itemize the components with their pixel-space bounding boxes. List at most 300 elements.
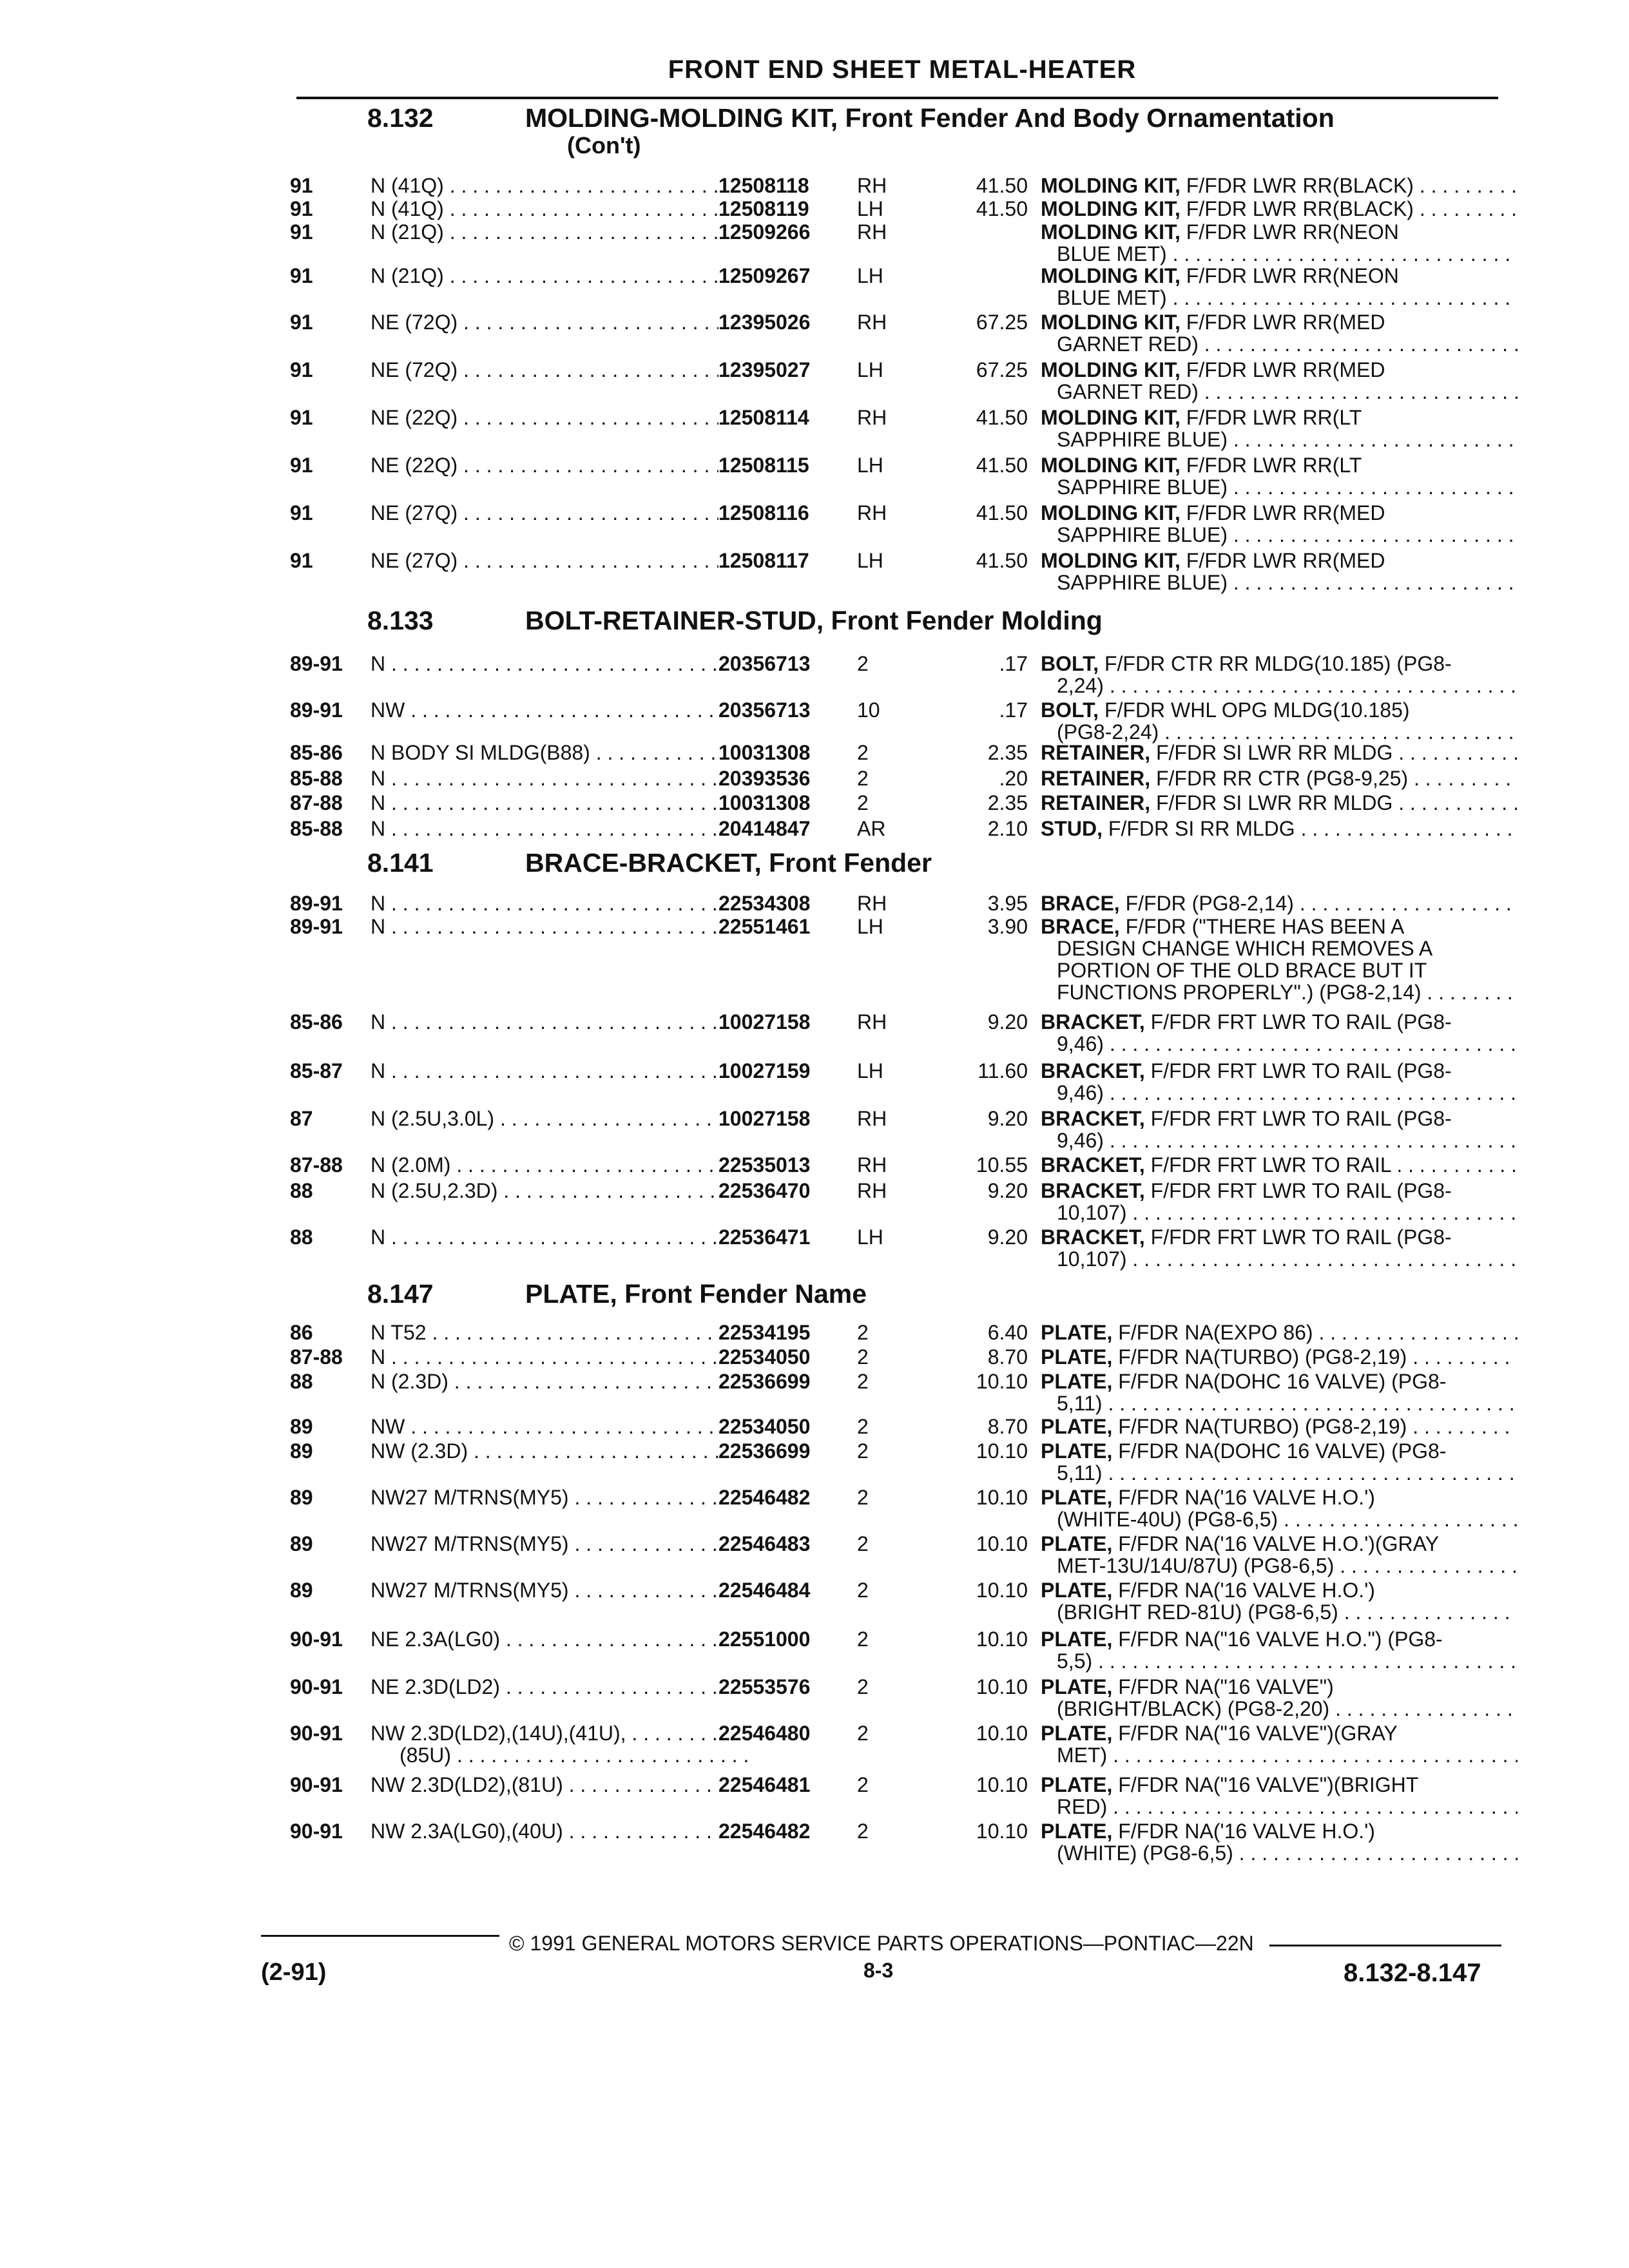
part-name-continuation: SAPPHIRE BLUE) . . .	[1057, 476, 1518, 499]
part-name	[1041, 264, 1518, 288]
part-name-detail: F/FDR NA('16 VALVE H.O.')	[1112, 1486, 1375, 1509]
model-years: 89	[290, 1415, 313, 1438]
part-name-detail: F/FDR NA(EXPO 86)	[1112, 1321, 1313, 1344]
part-number: 22546481	[718, 1773, 811, 1796]
part-name-keyword: MOLDING KIT,	[1041, 501, 1181, 524]
model-years: 85-88	[290, 767, 343, 790]
list-price: 10.10	[976, 1370, 1028, 1393]
section-header	[0, 606, 1629, 644]
model-years: 85-86	[290, 741, 343, 764]
part-number: 22546484	[718, 1579, 811, 1602]
quantity: 2	[857, 1415, 869, 1438]
part-name-detail: F/FDR LWR RR(MED	[1180, 358, 1385, 381]
part-name	[1041, 1059, 1518, 1083]
model-years: 91	[290, 264, 313, 287]
usage-description: NE (27Q) . . .	[371, 501, 718, 525]
list-price: 6.40	[987, 1321, 1028, 1344]
part-name-keyword: PLATE,	[1041, 1439, 1113, 1463]
usage-description: N . . .	[371, 767, 718, 791]
part-name-detail: F/FDR FRT LWR TO RAIL (PG8-	[1144, 1225, 1452, 1249]
model-years: 91	[290, 454, 313, 477]
part-name-detail: F/FDR LWR RR(MED	[1180, 501, 1385, 524]
part-name-detail: F/FDR SI RR MLDG	[1103, 817, 1295, 840]
part-name-keyword: BRACKET,	[1041, 1153, 1145, 1177]
model-years: 90-91	[290, 1820, 343, 1843]
part-number: 22553576	[718, 1675, 811, 1698]
part-name-continuation: GARNET RED) . . .	[1057, 380, 1518, 404]
model-years: 87-88	[290, 791, 343, 814]
part-name-detail: F/FDR ("THERE HAS BEEN A	[1119, 915, 1405, 938]
list-price: 10.10	[976, 1486, 1028, 1509]
part-number: 10027158	[718, 1107, 811, 1130]
model-years: 87	[290, 1107, 313, 1130]
part-name	[1041, 220, 1518, 244]
part-number: 22546482	[718, 1486, 811, 1509]
part-number: 22534195	[718, 1321, 811, 1344]
part-number: 20356713	[718, 652, 811, 675]
quantity: 10	[857, 698, 880, 722]
list-price: 10.10	[976, 1820, 1028, 1843]
part-name-keyword: BRACKET,	[1041, 1010, 1145, 1033]
part-name-continuation: (WHITE) (PG8-6,5) . . .	[1057, 1841, 1518, 1865]
part-name-detail: F/FDR CTR RR MLDG(10.185) (PG8-	[1099, 652, 1452, 675]
part-name	[1041, 1675, 1518, 1699]
usage-description: NE 2.3A(LG0) . . .	[371, 1628, 718, 1651]
part-name-continuation: 5,11) . . .	[1057, 1392, 1518, 1416]
part-name-continuation: MET) . . .	[1057, 1744, 1518, 1767]
part-name-keyword: PLATE,	[1041, 1532, 1113, 1555]
part-name-keyword: BRACKET,	[1041, 1225, 1145, 1249]
part-number: 20393536	[718, 767, 811, 790]
model-years: 90-91	[290, 1628, 343, 1651]
section-header	[0, 848, 1629, 887]
part-name-detail: F/FDR NA("16 VALVE")	[1112, 1675, 1334, 1698]
quantity: 2	[857, 1722, 869, 1745]
usage-description: N (2.3D) . . .	[371, 1370, 718, 1394]
part-name-keyword: MOLDING KIT,	[1041, 197, 1181, 220]
section-title: BOLT-RETAINER-STUD, Front Fender Molding	[525, 606, 1103, 635]
part-name-continuation: BLUE MET) . . .	[1057, 242, 1518, 266]
part-name-continuation: (WHITE-40U) (PG8-6,5) . . .	[1057, 1508, 1518, 1532]
usage-description: NE (27Q) . . .	[371, 549, 718, 573]
model-years: 91	[290, 220, 313, 244]
footer-rule-right	[1269, 1945, 1501, 1946]
part-name-keyword: PLATE,	[1041, 1415, 1113, 1438]
part-name-detail: F/FDR NA("16 VALVE")(GRAY	[1112, 1722, 1398, 1745]
part-number: 12508114	[718, 406, 809, 429]
part-name	[1041, 454, 1518, 477]
part-name	[1041, 698, 1518, 722]
part-name-detail: F/FDR NA("16 VALVE H.O.") (PG8-	[1112, 1628, 1443, 1651]
part-name	[1041, 1773, 1518, 1797]
part-number: 12508116	[718, 501, 809, 524]
part-name	[1041, 1370, 1518, 1394]
part-name-detail: F/FDR (PG8-2,14)	[1119, 892, 1294, 915]
part-name-continuation: 9,46) . . .	[1057, 1129, 1518, 1153]
usage-description: NW (2.3D) . . .	[371, 1439, 718, 1463]
part-name-keyword: PLATE,	[1041, 1579, 1113, 1602]
part-name	[1041, 358, 1518, 382]
part-name-detail: F/FDR NA('16 VALVE H.O.')	[1112, 1820, 1375, 1843]
part-name	[1041, 501, 1518, 525]
part-name-keyword: BRACKET,	[1041, 1179, 1145, 1202]
quantity: 2	[857, 1532, 869, 1555]
model-years: 89-91	[290, 698, 343, 722]
section-title: PLATE, Front Fender Name	[525, 1279, 867, 1309]
list-price: 9.20	[987, 1010, 1028, 1033]
model-years: 91	[290, 197, 313, 220]
usage-description: N . . .	[371, 1059, 718, 1083]
part-name	[1041, 1439, 1518, 1463]
part-name-detail: F/FDR SI LWR RR MLDG	[1150, 741, 1393, 764]
quantity: LH	[857, 358, 883, 381]
model-years: 88	[290, 1370, 313, 1393]
part-name-detail: F/FDR LWR RR(BLACK)	[1180, 197, 1414, 220]
quantity: RH	[857, 1010, 887, 1033]
part-name	[1041, 1722, 1518, 1745]
part-number: 22551461	[718, 915, 811, 938]
list-price: 2.10	[987, 817, 1028, 840]
part-name-keyword: BOLT,	[1041, 652, 1099, 675]
part-name-detail: F/FDR NA(TURBO) (PG8-2,19)	[1112, 1345, 1407, 1369]
list-price: 9.20	[987, 1225, 1028, 1249]
quantity: 2	[857, 1486, 869, 1509]
part-name	[1041, 915, 1518, 939]
part-name-keyword: PLATE,	[1041, 1628, 1113, 1651]
quantity: LH	[857, 197, 883, 220]
part-name-continuation: 10,107) . . .	[1057, 1201, 1518, 1225]
part-name-continuation: SAPPHIRE BLUE) . . .	[1057, 523, 1518, 547]
list-price: 9.20	[987, 1179, 1028, 1202]
part-name-keyword: RETAINER,	[1041, 767, 1151, 790]
part-number: 22536699	[718, 1370, 811, 1393]
part-name-keyword: PLATE,	[1041, 1370, 1113, 1393]
quantity: LH	[857, 1059, 883, 1082]
list-price: 10.10	[976, 1722, 1028, 1745]
part-name	[1041, 1107, 1518, 1131]
part-name-keyword: BRACKET,	[1041, 1059, 1145, 1082]
usage-description: N (41Q) . . .	[371, 174, 718, 198]
part-name-keyword: PLATE,	[1041, 1773, 1113, 1796]
part-name-detail: F/FDR NA("16 VALVE")(BRIGHT	[1112, 1773, 1419, 1796]
model-years: 85-88	[290, 817, 343, 840]
part-name-keyword: BRACKET,	[1041, 1107, 1145, 1130]
part-name-keyword: MOLDING KIT,	[1041, 358, 1181, 381]
part-name-keyword: MOLDING KIT,	[1041, 406, 1181, 429]
part-name-continuation: (BRIGHT/BLACK) (PG8-2,20) . . .	[1057, 1697, 1518, 1721]
quantity: LH	[857, 454, 883, 477]
section-header	[0, 1279, 1629, 1318]
part-name-keyword: PLATE,	[1041, 1722, 1113, 1745]
usage-description: NW 2.3D(LD2),(81U) . . .	[371, 1773, 718, 1797]
model-years: 91	[290, 549, 313, 572]
part-number: 22536470	[718, 1179, 811, 1202]
part-name-continuation: (BRIGHT RED-81U) (PG8-6,5) . . .	[1057, 1600, 1518, 1624]
part-name-keyword: PLATE,	[1041, 1486, 1113, 1509]
quantity: LH	[857, 549, 883, 572]
part-name	[1041, 1345, 1518, 1369]
part-name-detail: F/FDR NA(DOHC 16 VALVE) (PG8-	[1112, 1370, 1447, 1393]
quantity: LH	[857, 1225, 883, 1249]
part-name-detail: F/FDR RR CTR (PG8-9,25)	[1150, 767, 1409, 790]
part-name-continuation: PORTION OF THE OLD BRACE BUT IT	[1057, 959, 1427, 982]
part-name-detail: F/FDR LWR RR(NEON	[1180, 264, 1399, 287]
part-number: 22534050	[718, 1345, 811, 1369]
quantity: 2	[857, 1773, 869, 1796]
list-price: 10.10	[976, 1675, 1028, 1698]
usage-description: N . . .	[371, 652, 718, 676]
quantity: RH	[857, 311, 887, 334]
part-name-continuation: RED) . . .	[1057, 1795, 1518, 1819]
usage-description: NW27 M/TRNS(MY5) . . .	[371, 1532, 718, 1556]
part-name-detail: F/FDR LWR RR(LT	[1180, 406, 1362, 429]
usage-description: NW . . .	[371, 698, 718, 722]
part-name-detail: F/FDR NA('16 VALVE H.O.')(GRAY	[1112, 1532, 1439, 1555]
section-number: 8.141	[367, 848, 434, 878]
list-price: 10.55	[976, 1153, 1028, 1177]
part-number: 22536471	[718, 1225, 811, 1249]
usage-description: N . . .	[371, 1010, 718, 1034]
model-years: 90-91	[290, 1722, 343, 1745]
part-name-keyword: STUD,	[1041, 817, 1103, 840]
part-name-keyword: PLATE,	[1041, 1675, 1113, 1698]
part-name-continuation: 5,11) . . .	[1057, 1461, 1518, 1485]
usage-description: N (21Q) . . .	[371, 220, 718, 244]
quantity: RH	[857, 1107, 887, 1130]
model-years: 89-91	[290, 652, 343, 675]
usage-description: NE (22Q) . . .	[371, 406, 718, 430]
section-number: 8.133	[367, 606, 434, 635]
part-name-continuation: 2,24) . . .	[1057, 674, 1518, 698]
part-name	[1041, 1415, 1518, 1439]
usage-description: NW27 M/TRNS(MY5) . . .	[371, 1579, 718, 1602]
part-name-detail: F/FDR FRT LWR TO RAIL	[1144, 1153, 1391, 1177]
part-name	[1041, 791, 1518, 815]
part-name-keyword: MOLDING KIT,	[1041, 174, 1181, 197]
quantity: 2	[857, 1675, 869, 1698]
list-price: 3.95	[987, 892, 1028, 915]
part-name	[1041, 892, 1518, 916]
part-number: 12395026	[718, 311, 811, 334]
quantity: RH	[857, 174, 887, 197]
list-price: 10.10	[976, 1579, 1028, 1602]
list-price: 8.70	[987, 1345, 1028, 1369]
model-years: 88	[290, 1225, 313, 1249]
part-name-keyword: RETAINER,	[1041, 791, 1151, 814]
part-name-continuation: GARNET RED) . . .	[1057, 332, 1518, 356]
usage-description: NW27 M/TRNS(MY5) . . .	[371, 1486, 718, 1510]
part-name-detail: F/FDR FRT LWR TO RAIL (PG8-	[1144, 1010, 1452, 1033]
footer-date: (2-91)	[261, 1959, 327, 1986]
list-price: 2.35	[987, 741, 1028, 764]
usage-description: NW 2.3A(LG0),(40U) . . .	[371, 1820, 718, 1843]
part-name-detail: F/FDR LWR RR(MED	[1180, 549, 1385, 572]
part-name	[1041, 1628, 1518, 1651]
part-name-detail: F/FDR FRT LWR TO RAIL (PG8-	[1144, 1179, 1452, 1202]
list-price: 8.70	[987, 1415, 1028, 1438]
part-name-detail: F/FDR LWR RR(NEON	[1180, 220, 1399, 244]
footer-rule-left	[261, 1935, 499, 1937]
quantity: 2	[857, 1370, 869, 1393]
part-name	[1041, 406, 1518, 430]
part-name	[1041, 1153, 1518, 1177]
model-years: 89	[290, 1486, 313, 1509]
quantity: RH	[857, 406, 887, 429]
part-number: 10031308	[718, 791, 811, 814]
list-price: 11.60	[978, 1059, 1028, 1082]
part-name-continuation: (PG8-2,24) . . .	[1057, 720, 1518, 744]
page-title: FRONT END SHEET METAL-HEATER	[668, 55, 1137, 84]
quantity: 2	[857, 1321, 869, 1344]
part-name	[1041, 311, 1518, 334]
part-name-keyword: BRACE,	[1041, 915, 1120, 938]
usage-description: N . . .	[371, 791, 718, 815]
section-title: BRACE-BRACKET, Front Fender	[525, 848, 932, 878]
part-name-detail: F/FDR LWR RR(MED	[1180, 311, 1385, 334]
quantity: 2	[857, 1579, 869, 1602]
part-name	[1041, 174, 1518, 198]
list-price: 10.10	[976, 1773, 1028, 1796]
list-price: 10.10	[976, 1532, 1028, 1555]
usage-description: N (2.5U,2.3D) . . .	[371, 1179, 718, 1203]
usage-description: N . . .	[371, 817, 718, 841]
quantity: LH	[857, 915, 883, 938]
model-years: 91	[290, 406, 313, 429]
part-name-detail: F/FDR LWR RR(BLACK)	[1180, 174, 1414, 197]
list-price: 3.90	[987, 915, 1028, 938]
usage-description-cont: (85U) . . .	[400, 1744, 747, 1767]
list-price: 41.50	[976, 549, 1028, 572]
list-price: 41.50	[976, 454, 1028, 477]
part-number: 22534050	[718, 1415, 811, 1438]
part-name-detail: F/FDR NA('16 VALVE H.O.')	[1112, 1579, 1375, 1602]
part-number: 12509266	[718, 220, 811, 244]
part-name-keyword: MOLDING KIT,	[1041, 454, 1181, 477]
part-name-keyword: BOLT,	[1041, 698, 1099, 722]
model-years: 89-91	[290, 892, 343, 915]
part-name-detail: F/FDR NA(TURBO) (PG8-2,19)	[1112, 1415, 1407, 1438]
usage-description: N . . .	[371, 1225, 718, 1249]
list-price: .20	[999, 767, 1028, 790]
model-years: 89	[290, 1579, 313, 1602]
model-years: 89-91	[290, 915, 343, 938]
list-price: 67.25	[976, 311, 1028, 334]
part-name	[1041, 1321, 1518, 1345]
model-years: 91	[290, 358, 313, 381]
part-name	[1041, 767, 1518, 791]
section-subtitle: (Con't)	[567, 132, 641, 159]
list-price: 41.50	[976, 197, 1028, 220]
quantity: 2	[857, 1439, 869, 1463]
usage-description: NW . . .	[371, 1415, 718, 1439]
part-name	[1041, 1179, 1518, 1203]
part-name-continuation: 5,5) . . .	[1057, 1649, 1518, 1673]
section-title: MOLDING-MOLDING KIT, Front Fender And Body Ornamentation	[525, 103, 1335, 133]
model-years: 85-87	[290, 1059, 343, 1082]
list-price: 10.10	[976, 1628, 1028, 1651]
part-name-detail: F/FDR WHL OPG MLDG(10.185)	[1099, 698, 1410, 722]
quantity: RH	[857, 892, 887, 915]
part-name-keyword: PLATE,	[1041, 1321, 1113, 1344]
section-header	[0, 103, 1629, 142]
model-years: 90-91	[290, 1675, 343, 1698]
part-name-continuation: FUNCTIONS PROPERLY".) (PG8-2,14) . . .	[1057, 981, 1518, 1004]
model-years: 86	[290, 1321, 313, 1344]
model-years: 87-88	[290, 1345, 343, 1369]
part-name-detail: F/FDR FRT LWR TO RAIL (PG8-	[1144, 1107, 1452, 1130]
list-price: 10.10	[976, 1439, 1028, 1463]
part-name-continuation: MET-13U/14U/87U) (PG8-6,5) . . .	[1057, 1554, 1518, 1578]
model-years: 88	[290, 1179, 313, 1202]
part-name-keyword: PLATE,	[1041, 1820, 1113, 1843]
usage-description: N (41Q) . . .	[371, 197, 718, 221]
part-name	[1041, 1486, 1518, 1510]
list-price: .17	[999, 652, 1028, 675]
quantity: 2	[857, 767, 869, 790]
section-number: 8.132	[367, 103, 434, 133]
usage-description: NW 2.3D(LD2),(14U),(41U), . . .	[371, 1722, 718, 1745]
quantity: RH	[857, 220, 887, 244]
usage-description: N . . .	[371, 1345, 718, 1369]
part-name-keyword: RETAINER,	[1041, 741, 1151, 764]
part-name-keyword: MOLDING KIT,	[1041, 220, 1181, 244]
footer-section-range: 8.132-8.147	[1344, 1959, 1481, 1987]
part-number: 12395027	[718, 358, 811, 381]
part-number: 12508115	[718, 454, 809, 477]
model-years: 89	[290, 1532, 313, 1555]
usage-description: NE (72Q) . . .	[371, 311, 718, 334]
usage-description: N (2.0M) . . .	[371, 1153, 718, 1177]
part-name	[1041, 1579, 1518, 1602]
part-name-keyword: MOLDING KIT,	[1041, 311, 1181, 334]
part-name	[1041, 1532, 1518, 1556]
list-price: 2.35	[987, 791, 1028, 814]
part-name-detail: F/FDR NA(DOHC 16 VALVE) (PG8-	[1112, 1439, 1447, 1463]
usage-description: NE 2.3D(LD2) . . .	[371, 1675, 718, 1699]
part-name	[1041, 197, 1518, 221]
usage-description: N BODY SI MLDG(B88) . . .	[371, 741, 718, 765]
list-price: .17	[999, 698, 1028, 722]
part-number: 12509267	[718, 264, 811, 287]
quantity: RH	[857, 1153, 887, 1177]
header-rule	[296, 97, 1498, 99]
part-number: 12508118	[718, 174, 809, 197]
footer-copyright: © 1991 GENERAL MOTORS SERVICE PARTS OPERATIONS—PONTIAC—22N	[509, 1932, 1254, 1955]
usage-description: N T52 . . .	[371, 1321, 718, 1345]
part-name-continuation: BLUE MET) . . .	[1057, 286, 1518, 310]
quantity: AR	[857, 817, 886, 840]
part-name	[1041, 1225, 1518, 1249]
part-number: 12508117	[718, 549, 809, 572]
part-name-keyword: BRACE,	[1041, 892, 1120, 915]
part-name	[1041, 741, 1518, 765]
model-years: 85-86	[290, 1010, 343, 1033]
list-price: 67.25	[976, 358, 1028, 381]
quantity: 2	[857, 1820, 869, 1843]
part-number: 22546480	[718, 1722, 811, 1745]
part-name	[1041, 652, 1518, 676]
part-name	[1041, 1820, 1518, 1843]
section-number: 8.147	[367, 1279, 434, 1309]
part-number: 22535013	[718, 1153, 811, 1177]
part-name-detail: F/FDR FRT LWR TO RAIL (PG8-	[1144, 1059, 1452, 1082]
footer-page-number: 8-3	[863, 1959, 894, 1982]
list-price: 41.50	[976, 174, 1028, 197]
part-number: 22551000	[718, 1628, 811, 1651]
part-name	[1041, 817, 1518, 841]
part-number: 22546483	[718, 1532, 811, 1555]
part-name	[1041, 549, 1518, 573]
